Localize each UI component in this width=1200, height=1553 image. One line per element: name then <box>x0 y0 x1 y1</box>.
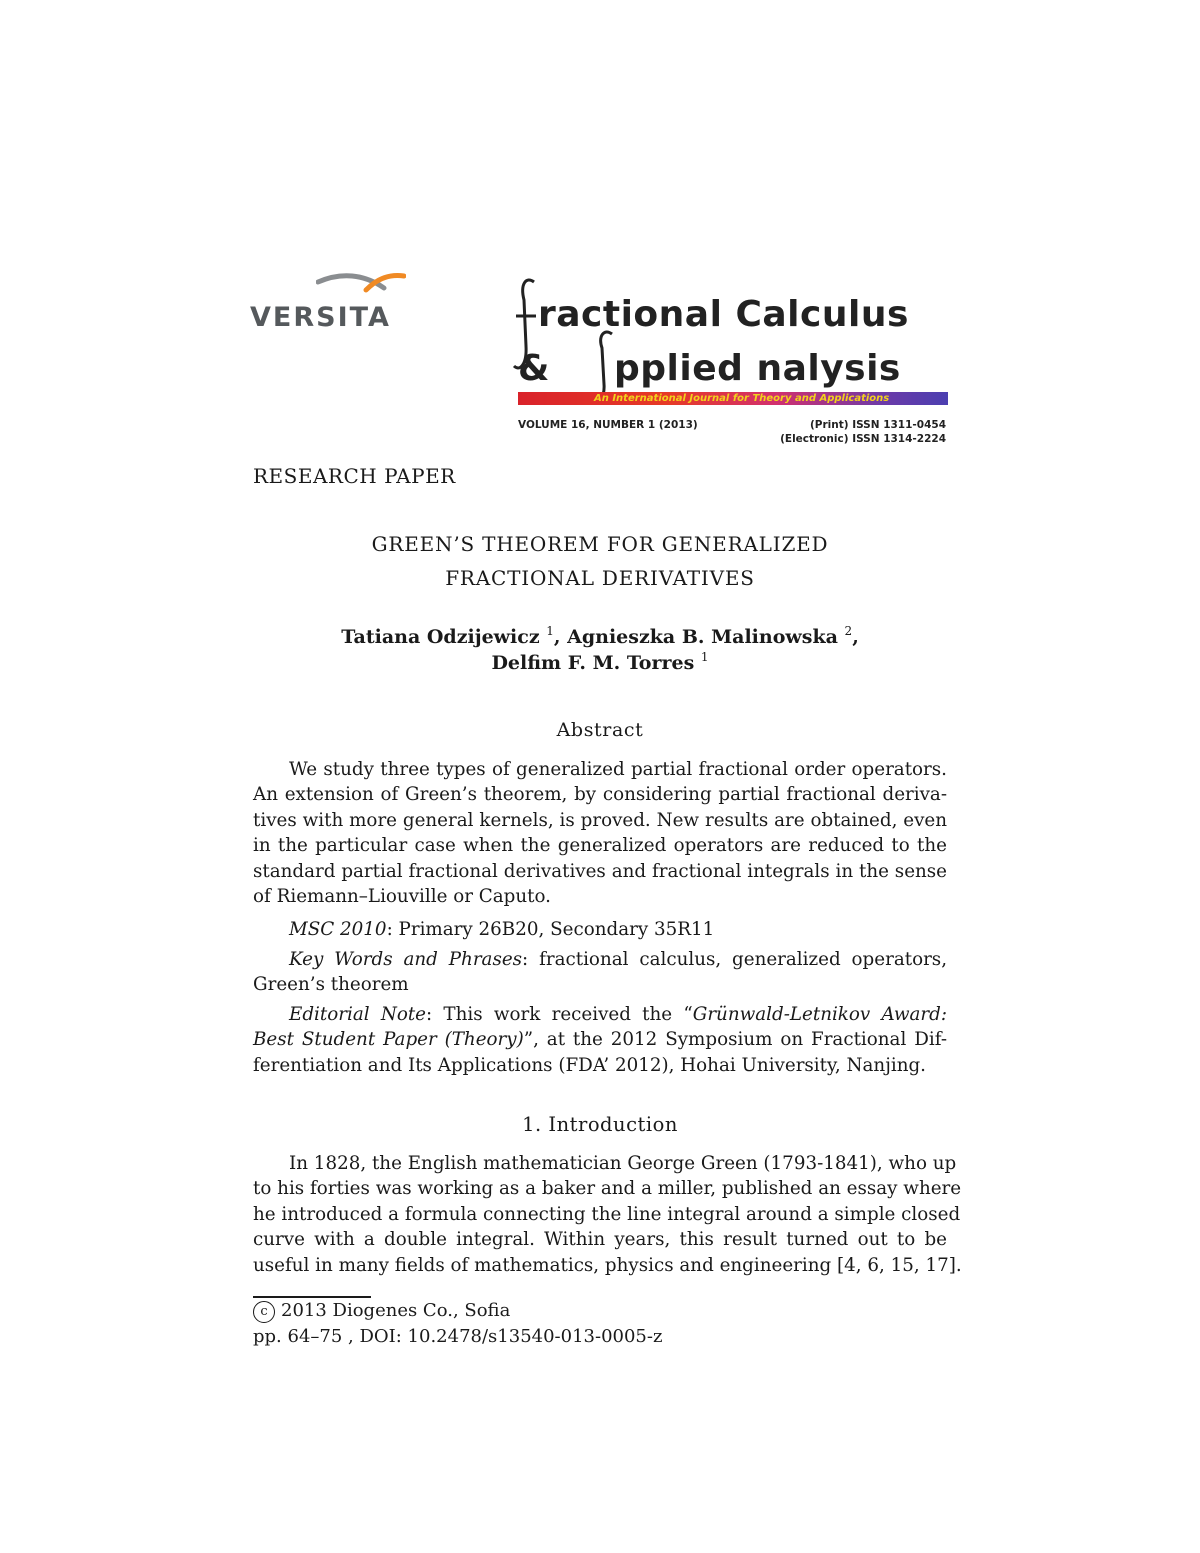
paper-title-line2: FRACTIONAL DERIVATIVES <box>445 566 755 590</box>
editorial-label: Editorial Note <box>289 1004 427 1025</box>
author-name: Tatiana Odzijewicz <box>341 626 540 648</box>
copyright-icon: c <box>253 1301 275 1323</box>
journal-volume: VOLUME 16, NUMBER 1 (2013) <box>518 419 698 431</box>
abstract-line: standard partial fractional derivatives and fractional integrals in the sense <box>253 860 947 882</box>
journal-title-ampersand: & <box>518 348 550 389</box>
msc-text: : Primary 26B20, Secondary 35R11 <box>386 919 715 940</box>
abstract-body <box>253 757 947 909</box>
keywords-text: Green’s theorem <box>253 974 409 996</box>
keywords-label: Key Words and Phrases <box>289 949 523 970</box>
abstract-line: in the particular case when the generalized operators are reduced to the <box>253 835 947 857</box>
journal-tagline: An International Journal for Theory and Applications <box>594 393 890 404</box>
author-name: Agnieszka B. Malinowska <box>567 626 838 648</box>
introduction-body <box>253 1151 962 1278</box>
author-affiliation: 2 <box>844 624 853 638</box>
msc-classification <box>253 917 947 942</box>
intro-line: In 1828, the English mathematician George Green (1793-1841), who up <box>289 1153 957 1174</box>
paper-title-line1: GREEN’S THEOREM FOR GENERALIZED <box>371 532 829 556</box>
award-name: Grünwald-Letnikov Award: <box>692 1004 948 1025</box>
intro-line: useful in many fields of mathematics, physics and engineering [4, 6, 15, 17]. <box>253 1254 962 1276</box>
abstract-line: We study three types of generalized partial fractional order operators. <box>289 759 947 780</box>
msc-label: MSC 2010 <box>289 919 387 940</box>
author-affiliation: 1 <box>700 650 709 664</box>
abstract-line: An extension of Green’s theorem, by considering partial fractional deriva- <box>253 784 947 806</box>
footnote-copyright: c 2013 Diogenes Co., Sofia <box>253 1300 510 1323</box>
intro-line: he introduced a formula connecting the line integral around a simple closed <box>253 1203 961 1225</box>
author-list: Tatiana Odzijewicz $^1$, Agnieszka B. Malinowska $^2$, <box>341 624 859 648</box>
keywords <box>253 947 947 998</box>
editorial-text: ferentiation and Its Applications (FDA’ 2012), Hohai University, Nanjing. <box>253 1054 926 1076</box>
versita-swoosh-icon <box>316 268 406 298</box>
journal-logo <box>510 276 950 446</box>
editorial-note: Editorial Note: This work received the “Grünwald-Letnikov Award: Best Student Paper (Theory)”, at the 2012 Symposium on Fractional Dif- ferentiation and Its Applications (FDA’ 2012), Hohai University, Nanjing. <box>253 1002 947 1078</box>
intro-line: to his forties was working as a baker and a miller, published an essay where <box>253 1178 962 1200</box>
author-affiliation: 1 <box>546 624 554 638</box>
paper-type: RESEARCH PAPER <box>253 464 456 488</box>
intro-line: curve with a double integral. Within years, this result turned out to be <box>253 1229 947 1251</box>
abstract-heading: Abstract <box>556 719 644 741</box>
issn-print: (Print) ISSN 1311-0454 <box>809 419 946 431</box>
footnote-divider <box>253 1296 371 1298</box>
author-list <box>0 650 1200 674</box>
award-name: Best Student Paper (Theory) <box>253 1029 524 1051</box>
journal-title-line2: pplied nalysis <box>614 348 901 389</box>
keywords-text: : fractional calculus, generalized operators, <box>522 949 948 970</box>
journal-title-line1: ractional Calculus <box>538 294 909 335</box>
journal-tagline-bar <box>518 392 948 405</box>
author-name: Delfim F. M. Torres <box>491 652 695 674</box>
versita-logo <box>250 268 410 340</box>
issn-electronic: (Electronic) ISSN 1314-2224 <box>780 433 946 445</box>
versita-wordmark: VERSITA <box>250 302 391 333</box>
abstract-line: tives with more general kernels, is proved. New results are obtained, even <box>253 809 947 831</box>
footnote-pages-doi: pp. 64–75 , DOI: 10.2478/s13540-013-0005-z <box>253 1326 663 1347</box>
abstract-line: of Riemann–Liouville or Caputo. <box>253 886 551 908</box>
section-heading-introduction: 1. Introduction <box>522 1113 678 1136</box>
